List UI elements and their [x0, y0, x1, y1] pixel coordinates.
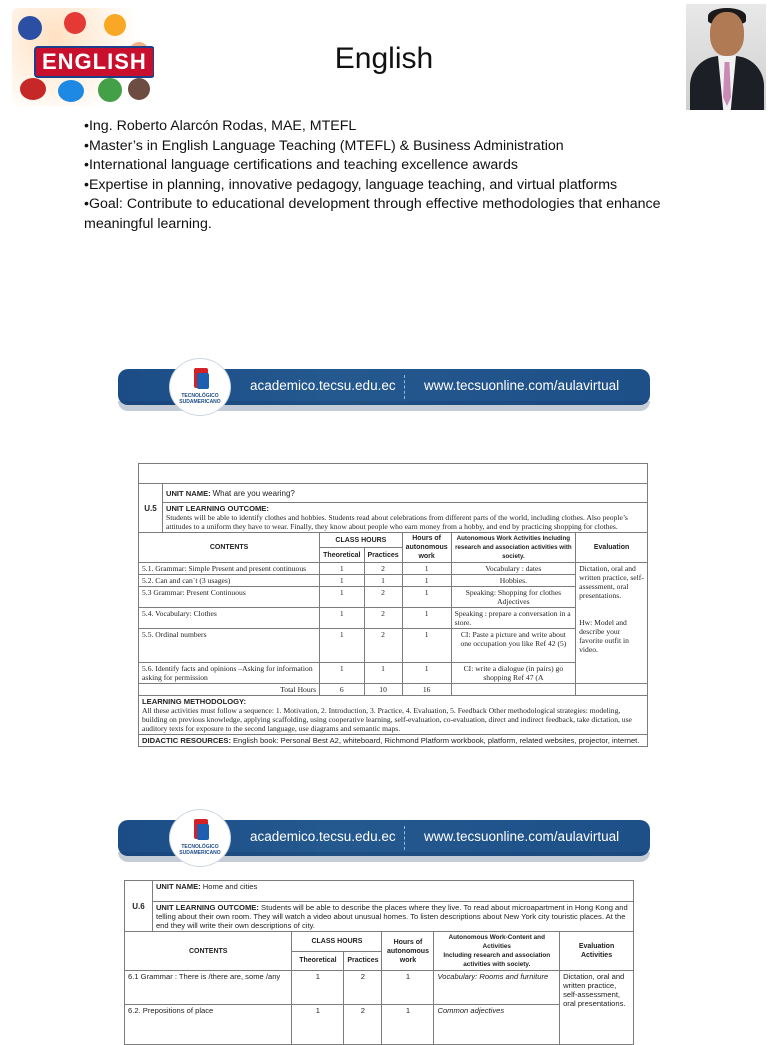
theoretical-header: Theoretical	[292, 951, 344, 971]
institution-emblem-icon: TECNOLÓGICO SUDAMERICANO	[170, 810, 230, 866]
profile-bullets	[84, 117, 724, 234]
bullet-item: •Ing. Roberto Alarcón Rodas, MAE, MTEFL	[84, 118, 357, 134]
practices-header: Practices	[364, 548, 402, 563]
academic-url-link[interactable]: academico.tecsu.edu.ec	[250, 829, 396, 844]
logo-text: ENGLISH	[34, 46, 154, 78]
virtual-classroom-url-link[interactable]: www.tecsuonline.com/aulavirtual	[424, 378, 620, 393]
table-row: 5.1. Grammar: Simple Present and present continuous 1 2 1 Vocabulary : dates Dictation, oral and written practice, self-assessment, oral presentations. Hw: Model and describe your favorite outfit in video.	[139, 563, 648, 575]
divider	[404, 375, 405, 399]
unit-name-label: UNIT NAME:	[165, 488, 211, 498]
bullet-item: •Goal: Contribute to educational development through effective methodologies that enhance meaningful learning.	[84, 196, 661, 232]
bullet-item: •Master’s in English Language Teaching (MTEFL) & Business Administration	[84, 137, 564, 154]
contents-header: CONTENTS	[139, 533, 320, 563]
unit-name-label: UNIT NAME:	[155, 882, 201, 891]
table-row: 5.5. Ordinal numbers 1 2 1 CI: Paste a picture and write about one occupation you like Ref 42 (5)	[139, 629, 648, 663]
activities-header: Autonomous Work Activities Including research and association activities with society.	[451, 533, 576, 563]
table-row: 6.1 Grammar : There is /there are, some /any 1 2 1 Vocabulary: Rooms and furniture Dictation, oral and written practice, self-assessment, oral presentations.	[125, 971, 634, 1005]
contents-header: CONTENTS	[125, 932, 292, 971]
autonomous-hours-header: Hours of autonomous work	[382, 932, 434, 971]
book-icon	[58, 80, 84, 102]
evaluation-header: Evaluation	[576, 533, 648, 563]
unit-name: What are you wearing?	[212, 488, 295, 498]
unit-number: U.6	[125, 881, 153, 932]
institution-banner	[118, 820, 650, 856]
institution-banner	[118, 369, 650, 405]
light-bulb-icon	[104, 14, 126, 36]
activities-header: Autonomous Work-Content and Activities	[448, 934, 545, 950]
table-row: 5.6. Identify facts and opinions –Asking for information asking for permission 1 1 1 CI: write a dialogue (in pairs) go shopping Ref 47 (A	[139, 663, 648, 684]
unit6-table	[124, 880, 634, 1045]
flag-icon	[18, 16, 42, 40]
bullet-item: •International language certifications and teaching excellence awards	[84, 157, 519, 173]
divider	[404, 826, 405, 850]
practices-header: Practices	[344, 951, 382, 971]
academic-url-link[interactable]: academico.tecsu.edu.ec	[250, 378, 396, 393]
bullet-item: •Expertise in planning, innovative pedagogy, language teaching, and virtual platforms	[84, 176, 618, 193]
page-title: English	[334, 42, 434, 75]
outcome-label: UNIT LEARNING OUTCOME:	[155, 903, 259, 912]
table-row: 5.3 Grammar: Present Continuous 1 2 1 Speaking: Shopping for clothes Adjectives	[139, 587, 648, 608]
autonomous-hours-header: Hours of autonomous work	[402, 533, 451, 563]
methodology-label: LEARNING METHODOLOGY:	[142, 697, 247, 706]
unit-number: U.5	[139, 484, 163, 533]
class-hours-header: CLASS HOURS	[320, 533, 403, 548]
institution-emblem-icon: TECNOLÓGICO SUDAMERICANO	[170, 359, 230, 415]
methodology-text: All these activities must follow a sequence: 1. Motivation, 2. Introduction, 3. Practice, 4. Evaluation, 5. Feedback Other methodological strategies: modeling, building on previous knowledge, applying scaffolding, using cooperative learning, self-evaluation, co-evaluation, direct and indirect feedback, take dictation, use auditory texts for exposure to the second language, use diagrams and semantic maps.	[142, 706, 632, 733]
class-hours-header: CLASS HOURS	[292, 932, 382, 952]
unit-name: Home and cities	[202, 882, 258, 891]
outcome-label: UNIT LEARNING OUTCOME:	[165, 504, 269, 513]
bus-icon	[20, 78, 46, 100]
resources-text: English book: Personal Best A2, whiteboard, Richmond Platform workbook, platform, related websites, projector, internet.	[232, 736, 640, 745]
table-row: 6.2. Prepositions of place 1 2 1 Common adjectives	[125, 1005, 634, 1045]
total-row: Total Hours 6 10 16	[139, 684, 648, 696]
bus-icon	[64, 12, 86, 34]
books-icon	[128, 78, 150, 100]
outcome-text: Students will be able to identify clothes and hobbies. Students read about celebrations from different parts of the world, including clothes. Also people’s attitudes to a uniform they have to wear. Finally, they know about people who earn money from a hobby, and end by practicing shopping for clothes.	[165, 513, 628, 531]
activities-subheader: Including research and association activities with society.	[443, 952, 551, 968]
evaluation-text: Dictation, oral and written practice, self-assessment, oral presentations.	[579, 564, 644, 600]
resources-label: DIDACTIC RESOURCES:	[142, 736, 232, 745]
evaluation-header: Evaluation Activities	[560, 932, 634, 971]
evaluation-text: Dictation, oral and written practice, self-assessment, oral presentations.	[560, 971, 634, 1045]
globe-icon	[98, 78, 122, 102]
homework-text: Hw: Model and describe your favorite outfit in video.	[579, 618, 629, 654]
outcome-text: Students will be able to describe the places where they live. To read about microapartment in Hong Kong and telling about their own room. They will watch a video about unusual homes. To listen descriptions about New York city touristic places. At the end they will write their own descriptions of city.	[155, 903, 628, 930]
theoretical-header: Theoretical	[320, 548, 364, 563]
table-row: 5.2. Can and can´t (3 usages) 1 1 1 Hobbies.	[139, 575, 648, 587]
virtual-classroom-url-link[interactable]: www.tecsuonline.com/aulavirtual	[424, 829, 620, 844]
profile-photo	[686, 4, 766, 110]
unit5-table	[138, 463, 648, 747]
table-row: 5.4. Vocabulary: Clothes 1 2 1 Speaking : prepare a conversation in a store.	[139, 608, 648, 629]
